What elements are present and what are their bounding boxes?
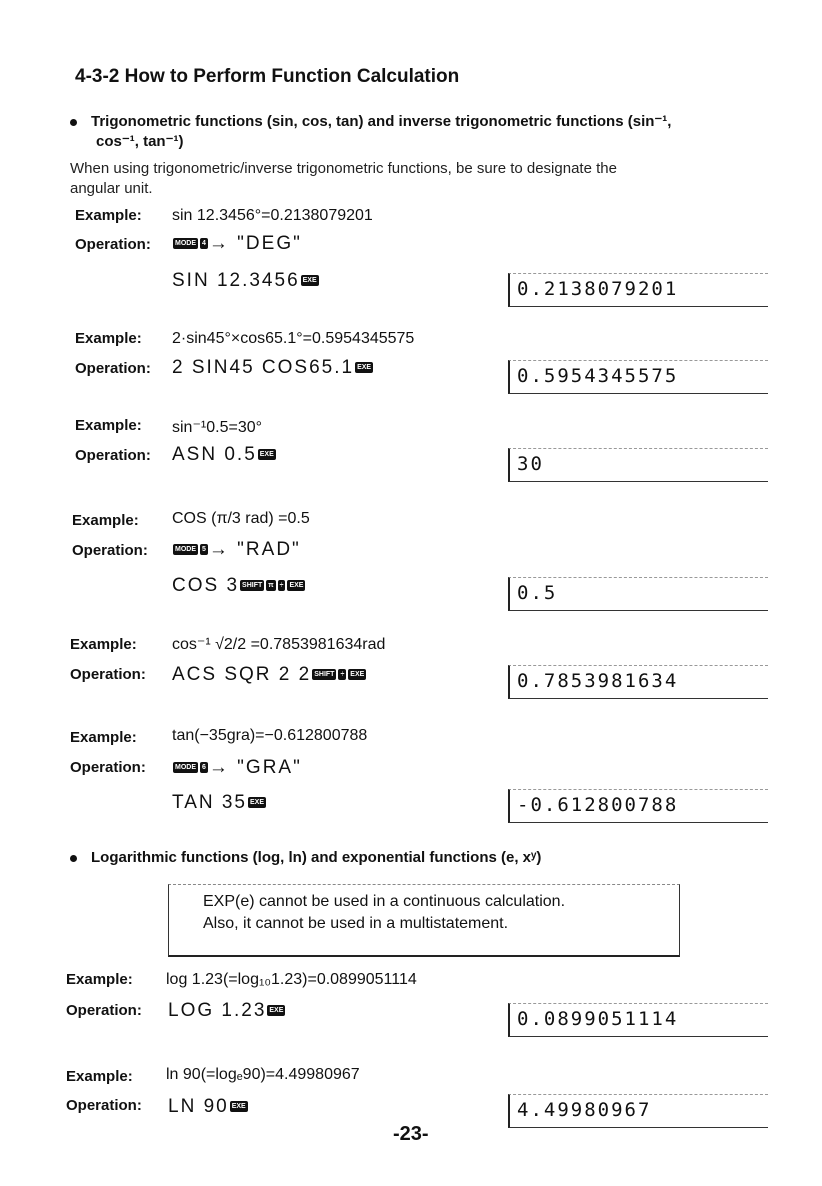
exe-key: EXE: [269, 1007, 284, 1015]
exe-key: EXE: [259, 451, 274, 459]
bullet-log: [70, 849, 541, 866]
five-key: 5: [202, 546, 206, 554]
note-box: [168, 884, 680, 957]
shift-key: SHIFT: [242, 582, 263, 590]
divide-key: ÷: [340, 671, 345, 679]
display-value: 0.0899051114: [517, 1008, 679, 1030]
mode-key: MODE: [175, 546, 196, 554]
operation-label: Operation:: [66, 1097, 142, 1114]
display-value: 4.49980967: [517, 1099, 652, 1121]
note-line2: Also, it cannot be used in a multistatement.: [203, 915, 509, 932]
example-5-keys: [172, 664, 367, 686]
example-3-expr: sin⁻¹0.5=30°: [172, 419, 263, 436]
exe-key: EXE: [357, 364, 372, 372]
operation-label: Operation:: [70, 666, 146, 683]
bullet-trig: [70, 112, 671, 130]
bullet-dot: [70, 855, 77, 862]
intro-line1: When using trigonometric/inverse trigonometric functions, be sure to designate the: [70, 160, 617, 177]
example-3-keys: [172, 444, 277, 466]
shift-key: SHIFT: [314, 671, 335, 679]
calculator-display: [508, 1003, 768, 1037]
exe-key: EXE: [250, 799, 265, 807]
log-example-1-expr: log 1.23(=log₁₀1.23)=0.0899051114: [166, 971, 417, 988]
example-label: Example:: [70, 636, 137, 653]
log-example-2-keys: [168, 1096, 249, 1118]
example-label: Example:: [66, 971, 133, 988]
example-4-keys: [172, 575, 306, 597]
example-1-expr: sin 12.3456°=0.2138079201: [172, 207, 373, 224]
pi-key: π: [268, 582, 274, 590]
operation-label: Operation:: [66, 1002, 142, 1019]
keys-text: SIN 12.3456: [172, 270, 300, 291]
example-4-expr: COS (π/3 rad) =0.5: [172, 510, 310, 527]
exe-key: EXE: [302, 277, 317, 285]
four-key: 4: [202, 240, 206, 248]
example-6-mode: [172, 757, 302, 779]
intro-line2: angular unit.: [70, 180, 153, 197]
calculator-display: [508, 360, 768, 394]
operation-label: Operation:: [72, 542, 148, 559]
example-label: Example:: [75, 330, 142, 347]
mode-target: → "GRA": [208, 757, 302, 778]
example-label: Example:: [75, 207, 142, 224]
example-label: Example:: [72, 512, 139, 529]
example-label: Example:: [66, 1068, 133, 1085]
operation-label: Operation:: [70, 759, 146, 776]
display-value: -0.612800788: [517, 794, 679, 816]
exe-key: EXE: [231, 1103, 246, 1111]
bullet-trig-line2: cos⁻¹, tan⁻¹): [96, 133, 184, 150]
log-example-2-expr: ln 90(=logₑ90)=4.49980967: [166, 1066, 360, 1083]
divide-key: ÷: [279, 582, 284, 590]
example-2-keys: [172, 357, 374, 379]
keys-text: LN 90: [168, 1096, 229, 1117]
calculator-display: [508, 448, 768, 482]
example-2-expr: 2·sin45°×cos65.1°=0.5954345575: [172, 330, 415, 347]
display-value: 0.2138079201: [517, 278, 679, 300]
calculator-display: [508, 665, 768, 699]
keys-text: TAN 35: [172, 792, 248, 813]
keys-text: ASN 0.5: [172, 444, 257, 465]
exe-key: EXE: [289, 582, 304, 590]
mode-key: MODE: [175, 764, 196, 772]
operation-label: Operation:: [75, 236, 151, 253]
note-line1: EXP(e) cannot be used in a continuous calculation.: [203, 893, 566, 910]
section-title: 4-3-2 How to Perform Function Calculation: [75, 66, 460, 87]
keys-text: 2 SIN45 COS65.1: [172, 357, 355, 378]
calculator-display: [508, 1094, 768, 1128]
display-value: 30: [517, 453, 544, 475]
keys-text: ACS SQR 2 2: [172, 664, 312, 685]
page-number: -23-: [393, 1123, 429, 1145]
six-key: 6: [202, 764, 206, 772]
example-label: Example:: [75, 417, 142, 434]
mode-target: → "RAD": [208, 539, 301, 560]
display-value: 0.7853981634: [517, 670, 679, 692]
operation-label: Operation:: [75, 447, 151, 464]
mode-target: → "DEG": [208, 233, 302, 254]
log-example-1-keys: [168, 1000, 286, 1022]
display-value: 0.5: [517, 582, 558, 604]
exe-key: EXE: [350, 671, 365, 679]
bullet-dot: [70, 119, 77, 126]
example-label: Example:: [70, 729, 137, 746]
bullet-trig-line1: Trigonometric functions (sin, cos, tan) and inverse trigonometric functions (sin⁻¹,: [91, 113, 672, 130]
example-1-keys: [172, 270, 320, 292]
example-1-mode: [172, 233, 302, 255]
display-value: 0.5954345575: [517, 365, 679, 387]
calculator-display: [508, 577, 768, 611]
example-4-mode: [172, 539, 301, 561]
keys-text: LOG 1.23: [168, 1000, 267, 1021]
calculator-display: [508, 789, 768, 823]
example-6-keys: [172, 792, 267, 814]
operation-label: Operation:: [75, 360, 151, 377]
example-5-expr: cos⁻¹ √2/2 =0.7853981634rad: [172, 636, 386, 653]
mode-key: MODE: [175, 240, 196, 248]
keys-text: COS 3: [172, 575, 240, 596]
calculator-display: [508, 273, 768, 307]
bullet-log-text: Logarithmic functions (log, ln) and exponential functions (e, xʸ): [91, 849, 542, 866]
example-6-expr: tan(−35gra)=−0.612800788: [172, 727, 368, 744]
